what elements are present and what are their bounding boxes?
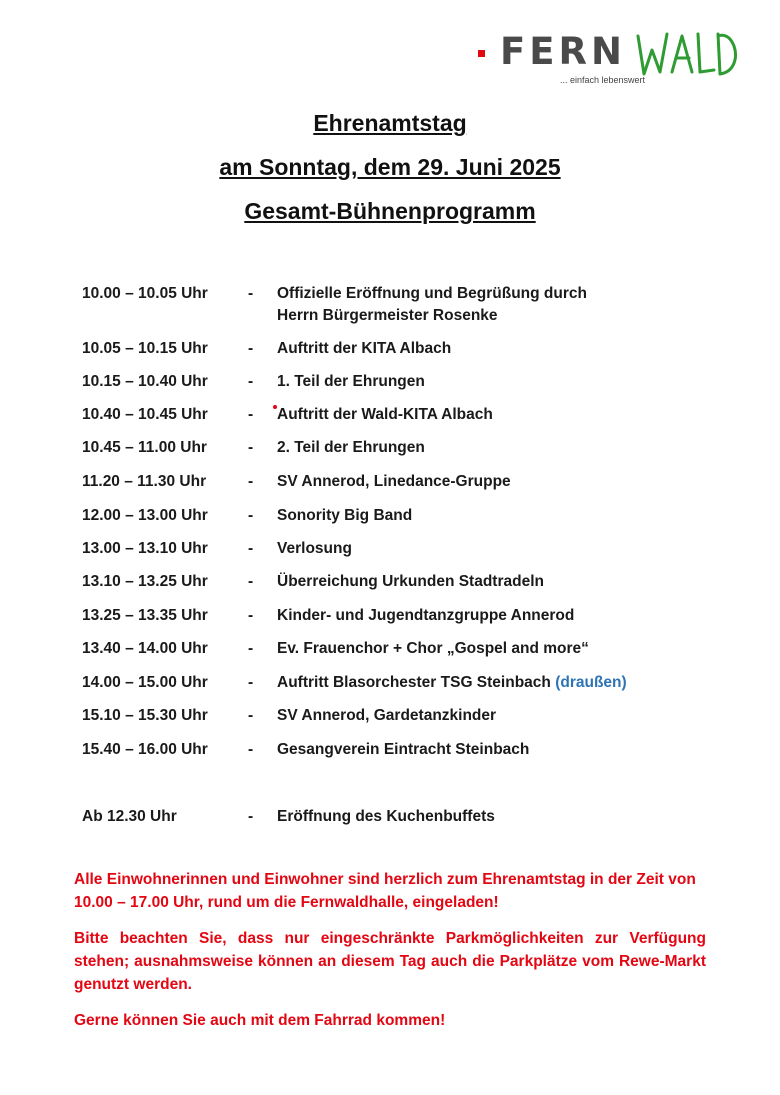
schedule-description: Auftritt der Wald-KITA Albach <box>277 406 493 423</box>
fernwald-logo <box>474 28 740 90</box>
schedule-description: Überreichung Urkunden Stadtradeln <box>277 573 544 590</box>
buffet-description: Eröffnung des Kuchenbuffets <box>277 808 495 825</box>
bike-note: Gerne können Sie auch mit dem Fahrrad kommen! <box>74 1012 446 1029</box>
schedule-separator: - <box>248 473 254 490</box>
schedule-row <box>82 605 722 638</box>
schedule-row <box>82 638 722 672</box>
schedule-description: Gesangverein Eintracht Steinbach <box>277 741 530 758</box>
schedule-description: Auftritt der KITA Albach <box>277 340 452 357</box>
schedule-description: Ev. Frauenchor + Chor „Gospel and more“ <box>277 640 589 657</box>
schedule-row <box>82 437 722 471</box>
schedule-row <box>82 705 722 739</box>
schedule-time: 10.00 – 10.05 Uhr <box>82 285 208 302</box>
buffet-separator: - <box>248 808 254 825</box>
schedule-time: 13.00 – 13.10 Uhr <box>82 540 208 557</box>
outdoor-note: (draußen) <box>555 674 627 691</box>
schedule-description-text: Auftritt Blasorchester TSG Steinbach <box>277 674 551 691</box>
schedule-time: 10.05 – 10.15 Uhr <box>82 340 208 357</box>
document-header <box>0 110 780 242</box>
schedule-separator: - <box>248 340 254 357</box>
logo-wordmark-wald <box>634 28 738 88</box>
buffet-time: Ab 12.30 Uhr <box>82 808 177 825</box>
schedule-description: 2. Teil der Ehrungen <box>277 439 425 456</box>
schedule-row <box>82 571 722 605</box>
schedule-separator: - <box>248 285 254 302</box>
buffet-row <box>82 806 722 828</box>
schedule-separator: - <box>248 439 254 456</box>
schedule-row <box>82 739 722 806</box>
schedule-separator: - <box>248 607 254 624</box>
schedule-time: 12.00 – 13.00 Uhr <box>82 507 208 524</box>
schedule-row <box>82 538 722 571</box>
schedule-description: Verlosung <box>277 540 352 557</box>
schedule-time: 13.40 – 14.00 Uhr <box>82 640 208 657</box>
schedule-description-line: Herrn Bürgermeister Rosenke <box>277 307 498 324</box>
schedule-separator: - <box>248 373 254 390</box>
logo-wordmark-fern: FERN <box>500 30 627 73</box>
parking-note: Bitte beachten Sie, dass nur eingeschränkte Parkmöglichkeiten zur Verfügung stehen; ausnahmsweise können an diesem Tag auch die Parkplätze vom Rewe-Markt genutzt werden. <box>74 930 706 993</box>
event-date: am Sonntag, dem 29. Juni 2025 <box>219 154 561 180</box>
schedule-separator: - <box>248 741 254 758</box>
schedule-time: 13.10 – 13.25 Uhr <box>82 573 208 590</box>
program-schedule <box>82 283 722 828</box>
program-title: Gesamt-Bühnenprogramm <box>244 198 536 224</box>
schedule-time: 10.15 – 10.40 Uhr <box>82 373 208 390</box>
page-title: Ehrenamtstag <box>313 110 467 136</box>
schedule-time: 13.25 – 13.35 Uhr <box>82 607 208 624</box>
schedule-row <box>82 404 722 437</box>
schedule-separator: - <box>248 640 254 657</box>
schedule-row <box>82 338 722 371</box>
schedule-row <box>82 505 722 538</box>
schedule-time: 11.20 – 11.30 Uhr <box>82 473 207 490</box>
schedule-description: Sonority Big Band <box>277 507 413 524</box>
schedule-description: Kinder- und Jugendtanzgruppe Annerod <box>277 607 575 624</box>
schedule-description: SV Annerod, Gardetanzkinder <box>277 707 497 724</box>
schedule-separator: - <box>248 540 254 557</box>
invitation-note: Alle Einwohnerinnen und Einwohner sind herzlich zum Ehrenamtstag in der Zeit von 10.00 – 17.00 Uhr, rund um die Fernwaldhalle, eingeladen! <box>74 871 696 911</box>
schedule-description: 1. Teil der Ehrungen <box>277 373 425 390</box>
schedule-separator: - <box>248 573 254 590</box>
schedule-row <box>82 471 722 505</box>
schedule-description <box>277 283 722 327</box>
notes-section <box>74 868 706 1045</box>
schedule-time: 15.10 – 15.30 Uhr <box>82 707 208 724</box>
schedule-row <box>82 672 722 705</box>
schedule-description: SV Annerod, Linedance-Gruppe <box>277 473 511 490</box>
schedule-separator: - <box>248 507 254 524</box>
schedule-separator: - <box>248 406 254 423</box>
schedule-time: 15.40 – 16.00 Uhr <box>82 741 208 758</box>
schedule-row <box>82 371 722 404</box>
schedule-time: 14.00 – 15.00 Uhr <box>82 674 208 691</box>
schedule-row <box>82 283 722 338</box>
schedule-description <box>277 672 722 694</box>
logo-red-dot <box>478 50 485 57</box>
schedule-separator: - <box>248 707 254 724</box>
logo-tagline: ... einfach lebenswert <box>560 75 646 85</box>
schedule-time: 10.40 – 10.45 Uhr <box>82 406 208 423</box>
schedule-description-line: Offizielle Eröffnung und Begrüßung durch <box>277 285 587 302</box>
schedule-separator: - <box>248 674 254 691</box>
schedule-time: 10.45 – 11.00 Uhr <box>82 439 207 456</box>
